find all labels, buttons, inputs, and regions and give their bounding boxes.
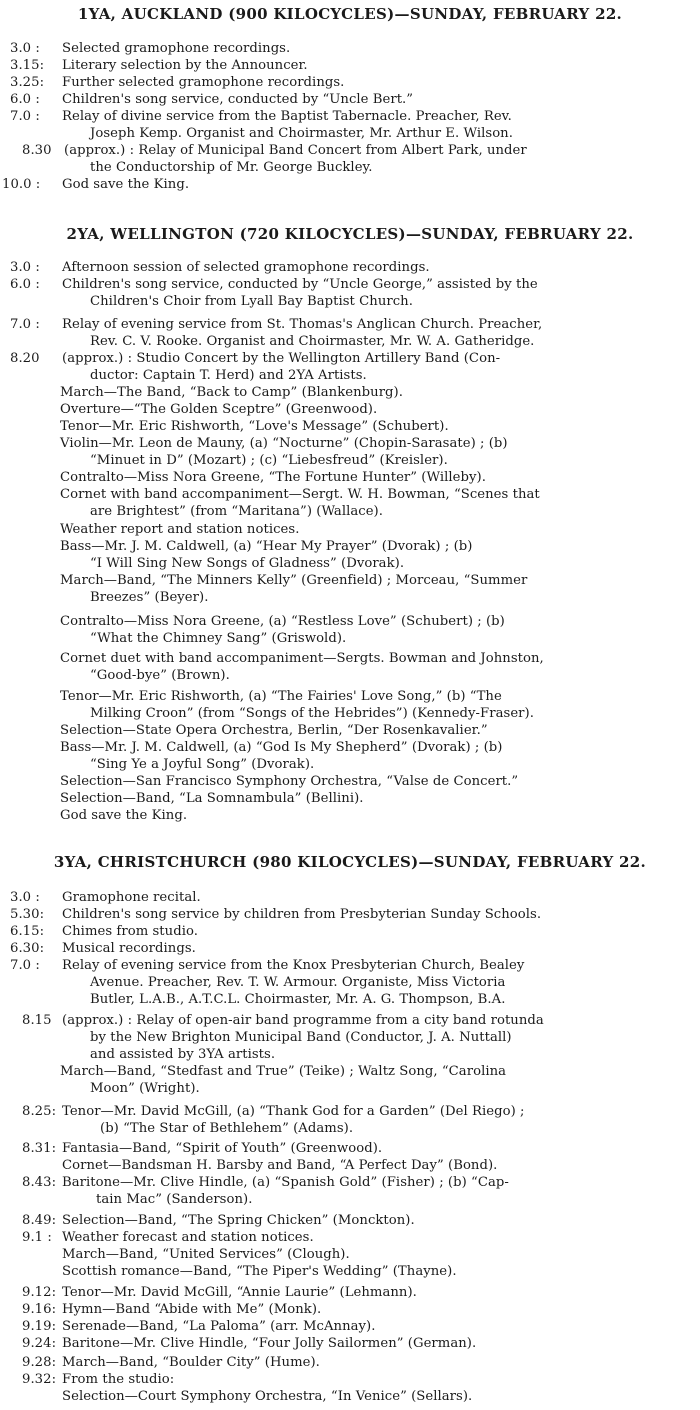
listing-time: 3.0 : <box>10 41 40 56</box>
listing-line: Bass—Mr. J. M. Caldwell, (a) “Hear My Prayer” (Dvorak) ; (b) <box>60 539 473 554</box>
listing-text: Musical recordings. <box>62 941 196 956</box>
listing-time: 9.32: <box>22 1372 57 1387</box>
listing-line: by the New Brighton Municipal Band (Conductor, J. A. Nuttall) <box>90 1030 512 1045</box>
listing-line: (b) “The Star of Bethlehem” (Adams). <box>100 1121 354 1136</box>
listing-line: the Conductorship of Mr. George Buckley. <box>90 160 373 175</box>
listing-line: Rev. C. V. Rooke. Organist and Choirmaster, Mr. W. A. Gatheridge. <box>90 334 535 349</box>
listing-line: “Sing Ye a Joyful Song” (Dvorak). <box>90 757 315 772</box>
listing-line: March—Band, “The Minners Kelly” (Greenfield) ; Morceau, “Summer <box>60 573 528 588</box>
listing-time: 6.15: <box>10 924 45 939</box>
listing-line: Violin—Mr. Leon de Mauny, (a) “Nocturne” (Chopin-Sarasate) ; (b) <box>60 436 508 451</box>
listing-text: Selected gramophone recordings. <box>62 41 291 56</box>
listing-text: March—Band, “Boulder City” (Hume). <box>62 1355 320 1370</box>
listing-time: 9.24: <box>22 1336 57 1351</box>
listing-time: 6.0 : <box>10 277 40 292</box>
listing-text: Relay of evening service from the Knox Presbyterian Church, Bealey <box>62 958 525 973</box>
listing-text: From the studio: <box>62 1372 175 1387</box>
listing-line: tain Mac” (Sanderson). <box>96 1192 253 1207</box>
listing-time: 6.30: <box>10 941 45 956</box>
listing-line: Selection—San Francisco Symphony Orchestra, “Valse de Concert.” <box>60 774 519 789</box>
section-heading-3ya: 3YA, CHRISTCHURCH (980 KILOCYCLES)—SUNDAY, FEBRUARY 22. <box>53 853 647 871</box>
listing-text: Baritone—Mr. Clive Hindle, (a) “Spanish Gold” (Fisher) ; (b) “Cap- <box>62 1175 509 1190</box>
listing-line: Contralto—Miss Nora Greene, (a) “Restless Love” (Schubert) ; (b) <box>60 614 505 629</box>
listing-line: Tenor—Mr. Eric Rishworth, (a) “The Fairies' Love Song,” (b) “The <box>60 689 502 704</box>
listing-time: 10.0 : <box>2 177 41 192</box>
listing-text: Further selected gramophone recordings. <box>62 75 345 90</box>
listing-line: Contralto—Miss Nora Greene, “The Fortune Hunter” (Willeby). <box>60 470 486 485</box>
listing-line: March—Band, “United Services” (Clough). <box>62 1247 350 1262</box>
listing-line: “What the Chimney Sang” (Griswold). <box>90 631 347 646</box>
listing-text: (approx.) : Studio Concert by the Wellington Artillery Band (Con- <box>62 351 501 366</box>
listing-time: 7.0 : <box>10 958 40 973</box>
listing-time: 8.49: <box>22 1213 57 1228</box>
listing-time: 8.31: <box>22 1141 57 1156</box>
listing-text: Children's song service, conducted by “Uncle George,” assisted by the <box>62 277 538 292</box>
listing-time: 8.30 <box>22 143 52 158</box>
listing-text: Weather forecast and station notices. <box>62 1230 314 1245</box>
listing-time: 8.43: <box>22 1175 57 1190</box>
listing-time: 5.30: <box>10 907 45 922</box>
listing-time: 8.15 <box>22 1013 52 1028</box>
listing-text: Relay of divine service from the Baptist Tabernacle. Preacher, Rev. <box>62 109 512 124</box>
listing-text: Baritone—Mr. Clive Hindle, “Four Jolly Sailormen” (German). <box>62 1336 477 1351</box>
listing-line: Tenor—Mr. Eric Rishworth, “Love's Message” (Schubert). <box>60 419 449 434</box>
listing-line: Joseph Kemp. Organist and Choirmaster, Mr. Arthur E. Wilson. <box>90 126 513 141</box>
listing-line: Cornet—Bandsman H. Barsby and Band, “A Perfect Day” (Bond). <box>62 1158 498 1173</box>
listing-time: 8.20 <box>10 351 40 366</box>
listing-time: 3.15: <box>10 58 45 73</box>
listing-text: Literary selection by the Announcer. <box>62 58 308 73</box>
section-heading-2ya: 2YA, WELLINGTON (720 KILOCYCLES)—SUNDAY, FEBRUARY 22. <box>66 225 634 243</box>
listing-line: “I Will Sing New Songs of Gladness” (Dvorak). <box>90 556 405 571</box>
listing-line: God save the King. <box>60 808 188 823</box>
listing-time: 9.12: <box>22 1285 57 1300</box>
listing-time: 9.28: <box>22 1355 57 1370</box>
listing-time: 9.1 : <box>22 1230 52 1245</box>
listing-line: Weather report and station notices. <box>60 522 300 537</box>
listing-time: 7.0 : <box>10 109 40 124</box>
listing-text: Relay of evening service from St. Thomas's Anglican Church. Preacher, <box>62 317 543 332</box>
listing-text: Children's song service, conducted by “Uncle Bert.” <box>62 92 414 107</box>
listing-line: Breezes” (Beyer). <box>90 590 209 605</box>
listing-time: 7.0 : <box>10 317 40 332</box>
listing-line: Selection—Court Symphony Orchestra, “In Venice” (Sellars). <box>62 1389 473 1404</box>
listing-time: 3.0 : <box>10 890 40 905</box>
listing-text: Serenade—Band, “La Paloma” (arr. McAnnay). <box>62 1319 376 1334</box>
listing-line: Milking Croon” (from “Songs of the Hebrides”) (Kennedy-Fraser). <box>90 706 534 721</box>
section-heading-1ya: 1YA, AUCKLAND (900 KILOCYCLES)—SUNDAY, FEBRUARY 22. <box>77 5 623 23</box>
listing-text: Children's song service by children from Presbyterian Sunday Schools. <box>62 907 542 922</box>
listing-line: March—The Band, “Back to Camp” (Blankenburg). <box>60 385 403 400</box>
listing-time: 6.0 : <box>10 92 40 107</box>
listing-text: Tenor—Mr. David McGill, “Annie Laurie” (Lehmann). <box>62 1285 417 1300</box>
listing-line: “Minuet in D” (Mozart) ; (c) “Liebesfreud” (Kreisler). <box>90 453 448 468</box>
listing-text: Selection—Band, “The Spring Chicken” (Monckton). <box>62 1213 415 1228</box>
listing-line: Selection—State Opera Orchestra, Berlin, “Der Rosenkavalier.” <box>60 723 488 738</box>
listing-time: 9.16: <box>22 1302 57 1317</box>
listing-line: Cornet duet with band accompaniment—Sergts. Bowman and Johnston, <box>60 651 544 666</box>
listing-line: Bass—Mr. J. M. Caldwell, (a) “God Is My Shepherd” (Dvorak) ; (b) <box>60 740 503 755</box>
listing-line: Overture—“The Golden Sceptre” (Greenwood). <box>60 402 378 417</box>
listing-line: Cornet with band accompaniment—Sergt. W. H. Bowman, “Scenes that <box>60 487 540 502</box>
listing-line: Children's Choir from Lyall Bay Baptist Church. <box>90 294 413 309</box>
listing-text: Chimes from studio. <box>62 924 198 939</box>
listing-time: 3.25: <box>10 75 45 90</box>
listing-text: Gramophone recital. <box>62 890 201 905</box>
listing-text: Tenor—Mr. David McGill, (a) “Thank God for a Garden” (Del Riego) ; <box>62 1104 525 1119</box>
listing-line: and assisted by 3YA artists. <box>90 1047 276 1062</box>
listing-line: Avenue. Preacher, Rev. T. W. Armour. Organiste, Miss Victoria <box>90 975 506 990</box>
listing-text: Fantasia—Band, “Spirit of Youth” (Greenwood). <box>62 1141 383 1156</box>
listing-line: “Good-bye” (Brown). <box>90 668 230 683</box>
listing-text: (approx.) : Relay of open-air band programme from a city band rotunda <box>62 1013 544 1028</box>
listing-time: 8.25: <box>22 1104 57 1119</box>
listing-line: March—Band, “Stedfast and True” (Teike) ; Waltz Song, “Carolina <box>60 1064 507 1079</box>
listing-line: Scottish romance—Band, “The Piper's Wedding” (Thayne). <box>62 1264 457 1279</box>
listing-line: Selection—Band, “La Somnambula” (Bellini). <box>60 791 364 806</box>
listing-text: God save the King. <box>62 177 190 192</box>
listing-text: Afternoon session of selected gramophone recordings. <box>62 260 430 275</box>
listing-line: Moon” (Wright). <box>90 1081 200 1096</box>
listing-time: 9.19: <box>22 1319 57 1334</box>
listing-line: are Brightest” (from “Maritana”) (Wallace). <box>90 504 383 519</box>
listing-line: Butler, L.A.B., A.T.C.L. Choirmaster, Mr. A. G. Thompson, B.A. <box>90 992 506 1007</box>
listing-text: Hymn—Band “Abide with Me” (Monk). <box>62 1302 322 1317</box>
listing-line: ductor: Captain T. Herd) and 2YA Artists. <box>90 368 367 383</box>
listing-time: 3.0 : <box>10 260 40 275</box>
listing-text: (approx.) : Relay of Municipal Band Concert from Albert Park, under <box>64 143 527 158</box>
